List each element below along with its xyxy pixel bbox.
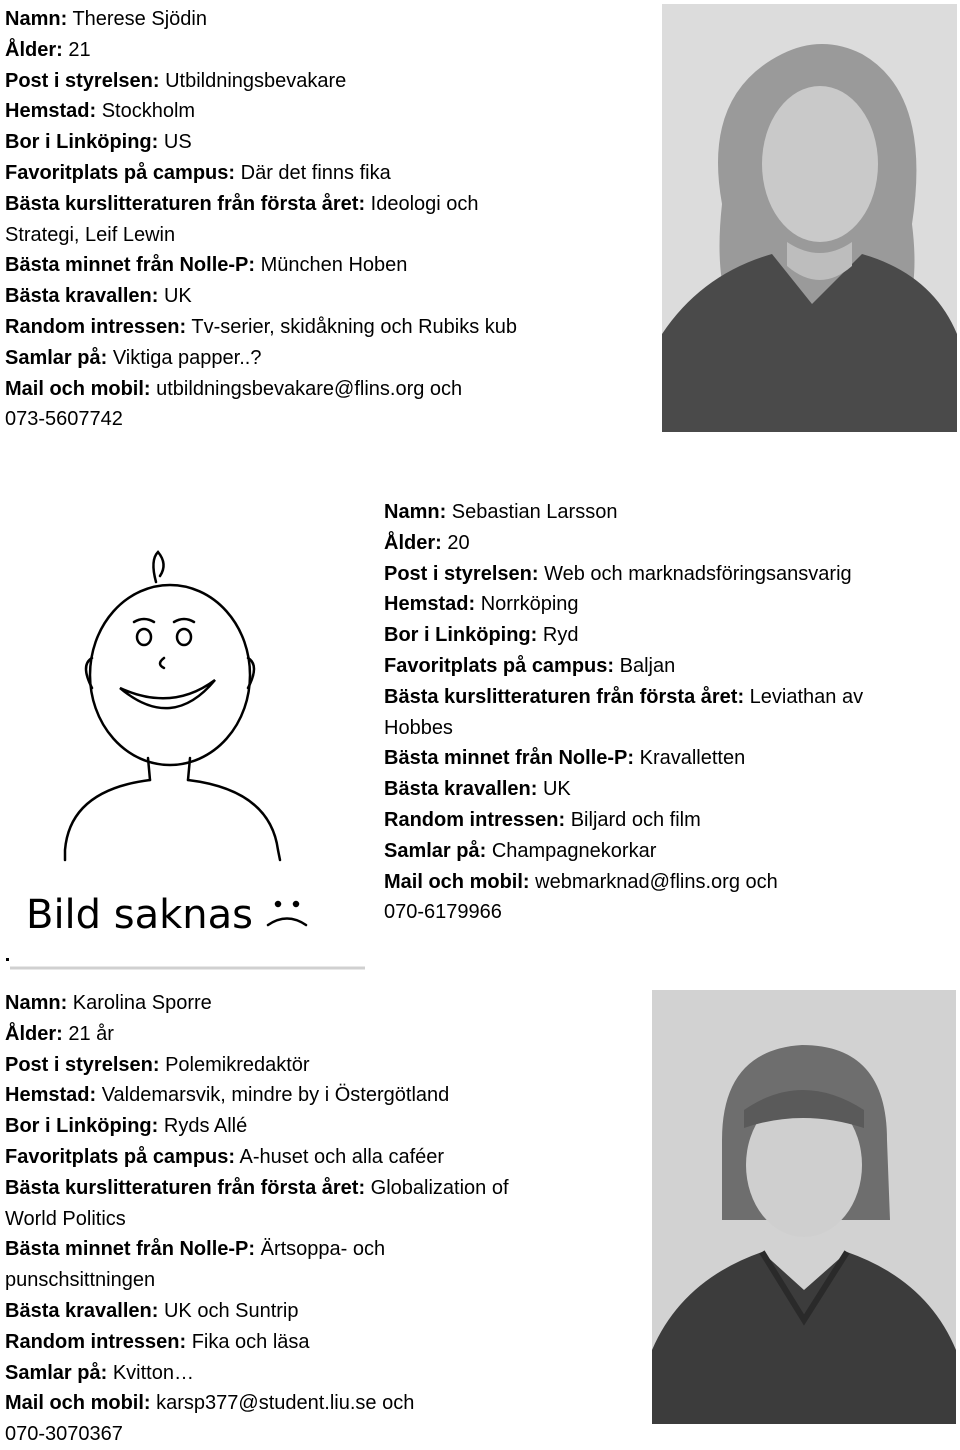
profile-photo-therese bbox=[662, 4, 957, 432]
literature-value: Globalization of bbox=[370, 1176, 509, 1199]
collects-line: Samlar på: Kvitton… bbox=[5, 1361, 194, 1384]
hometown-line: Hemstad: Valdemarsvik, mindre by i Östergötland bbox=[5, 1084, 450, 1107]
memory-line-2: punschsittningen bbox=[5, 1269, 156, 1292]
head-outline bbox=[90, 585, 250, 765]
name-line: Namn: Karolina Sporre bbox=[5, 992, 212, 1014]
post-value: Utbildningsbevakare bbox=[165, 69, 347, 92]
age-value: 21 bbox=[68, 38, 91, 61]
favorite-place-line: Favoritplats på campus: Där det finns fika bbox=[5, 161, 391, 184]
literature-line-2: World Politics bbox=[5, 1207, 126, 1230]
name-value: Therese Sjödin bbox=[72, 8, 207, 30]
lives-value: Ryd bbox=[542, 624, 579, 647]
profile-photo-placeholder bbox=[10, 540, 370, 970]
hometown-value: Stockholm bbox=[101, 100, 196, 123]
contact-line-2: 070-3070367 bbox=[5, 1423, 123, 1446]
name-line: Namn: Therese Sjödin bbox=[5, 8, 207, 30]
favorite-place-value: Baljan bbox=[619, 654, 676, 677]
party-line: Bästa kravallen: UK bbox=[384, 778, 571, 801]
favorite-place-line: Favoritplats på campus: A-huset och alla caféer bbox=[5, 1145, 445, 1168]
hometown-value: Valdemarsvik, mindre by i Östergötland bbox=[101, 1084, 450, 1107]
party-value: UK bbox=[542, 778, 571, 801]
profile-sebastian bbox=[384, 497, 863, 928]
profile-karolina bbox=[5, 988, 509, 1450]
age-value: 20 bbox=[447, 531, 470, 554]
contact-line: Mail och mobil: webmarknad@flins.org och bbox=[384, 870, 778, 893]
hometown-line: Hemstad: Stockholm bbox=[5, 100, 196, 123]
memory-value: Ärtsoppa- och bbox=[260, 1238, 386, 1261]
collects-value: Champagnekorkar bbox=[491, 839, 657, 862]
interests-line: Random intressen: Fika och läsa bbox=[5, 1330, 310, 1353]
literature-line-2: Hobbes bbox=[384, 716, 453, 739]
name-line: Namn: Sebastian Larsson bbox=[384, 501, 618, 523]
literature-line: Bästa kurslitteraturen från första året: Globalization of bbox=[5, 1176, 509, 1199]
contact-line-2: 070-6179966 bbox=[384, 901, 502, 924]
party-value: UK och Suntrip bbox=[163, 1299, 299, 1322]
literature-line-2: Strategi, Leif Lewin bbox=[5, 223, 176, 246]
collects-line: Samlar på: Champagnekorkar bbox=[384, 839, 657, 862]
collects-value: Kvitton… bbox=[112, 1361, 194, 1384]
post-line: Post i styrelsen: Utbildningsbevakare bbox=[5, 69, 347, 92]
memory-line: Bästa minnet från Nolle-P: Kravalletten bbox=[384, 747, 746, 770]
contact-value: utbildningsbevakare@flins.org och bbox=[156, 377, 463, 400]
age-line: Ålder: 21 år bbox=[5, 1022, 114, 1045]
interests-value: Tv-serier, skidåkning och Rubiks kub bbox=[191, 315, 518, 338]
contact-value: karsp377@student.liu.se och bbox=[156, 1392, 415, 1415]
favorite-place-value: A-huset och alla caféer bbox=[239, 1145, 445, 1168]
lives-line: Bor i Linköping: Ryds Allé bbox=[5, 1115, 248, 1138]
literature-value: Leviathan av bbox=[749, 685, 864, 708]
party-line: Bästa kravallen: UK bbox=[5, 285, 192, 308]
contact-line-2: 073-5607742 bbox=[5, 408, 123, 431]
age-line: Ålder: 20 bbox=[384, 531, 470, 554]
memory-value: München Hoben bbox=[260, 254, 408, 277]
literature-value: Ideologi och bbox=[370, 192, 479, 215]
literature-line: Bästa kurslitteraturen från första året: Ideologi och bbox=[5, 192, 479, 215]
party-value: UK bbox=[163, 285, 192, 308]
lives-value: Ryds Allé bbox=[163, 1115, 248, 1138]
profile-photo-karolina bbox=[652, 990, 956, 1424]
hometown-line: Hemstad: Norrköping bbox=[384, 593, 579, 616]
name-value: Sebastian Larsson bbox=[451, 501, 618, 523]
collects-line: Samlar på: Viktiga papper..? bbox=[5, 346, 262, 369]
age-value: 21 år bbox=[68, 1022, 114, 1045]
hometown-value: Norrköping bbox=[480, 593, 579, 616]
interests-value: Biljard och film bbox=[570, 808, 701, 831]
memory-line: Bästa minnet från Nolle-P: München Hoben bbox=[5, 254, 408, 277]
sad-face-icon bbox=[268, 902, 306, 925]
favorite-place-value: Där det finns fika bbox=[240, 161, 391, 184]
memory-value: Kravalletten bbox=[639, 747, 746, 770]
lives-line: Bor i Linköping: US bbox=[5, 131, 192, 154]
interests-line: Random intressen: Tv-serier, skidåkning och Rubiks kub bbox=[5, 315, 518, 338]
contact-line: Mail och mobil: utbildningsbevakare@flins.org och bbox=[5, 377, 463, 400]
name-value: Karolina Sporre bbox=[72, 992, 212, 1014]
post-value: Polemikredaktör bbox=[165, 1053, 310, 1076]
contact-value: webmarknad@flins.org och bbox=[535, 870, 778, 893]
interests-value: Fika och läsa bbox=[191, 1330, 310, 1353]
collects-value: Viktiga papper..? bbox=[112, 346, 262, 369]
lives-line: Bor i Linköping: Ryd bbox=[384, 624, 579, 647]
interests-line: Random intressen: Biljard och film bbox=[384, 808, 701, 831]
post-line: Post i styrelsen: Web och marknadsföringsansvarig bbox=[384, 562, 852, 585]
favorite-place-line: Favoritplats på campus: Baljan bbox=[384, 654, 676, 677]
stray-dot bbox=[6, 958, 9, 961]
age-line: Ålder: 21 bbox=[5, 38, 91, 61]
contact-line: Mail och mobil: karsp377@student.liu.se och bbox=[5, 1392, 415, 1415]
lives-value: US bbox=[163, 131, 192, 154]
profile-therese bbox=[5, 4, 517, 435]
memory-line: Bästa minnet från Nolle-P: Ärtsoppa- och bbox=[5, 1238, 386, 1261]
literature-line: Bästa kurslitteraturen från första året: Leviathan av bbox=[384, 685, 864, 708]
party-line: Bästa kravallen: UK och Suntrip bbox=[5, 1299, 299, 1322]
photo-caption: Bild saknas bbox=[26, 892, 253, 938]
post-line: Post i styrelsen: Polemikredaktör bbox=[5, 1053, 310, 1076]
post-value: Web och marknadsföringsansvarig bbox=[544, 562, 852, 585]
